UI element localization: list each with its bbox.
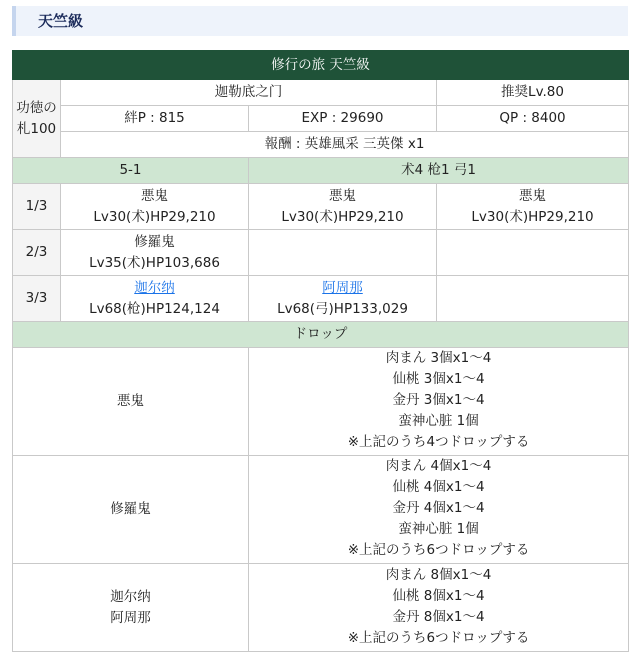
wave-label: 2/3 (13, 230, 61, 276)
drop-item: 仙桃 4個x1～4 (392, 479, 485, 495)
drop-item: 肉まん 4個x1～4 (385, 458, 492, 474)
requirement-label-line2: 札100 (16, 120, 57, 137)
enemy-stats: Lv30(术)HP29,210 (281, 208, 404, 225)
stage-header-row (13, 158, 629, 184)
reward-text: 報酬 : 英雄風采 三英傑 x1 (61, 132, 629, 158)
drop-item: 金丹 4個x1～4 (392, 500, 485, 516)
enemy-cell (61, 276, 249, 322)
wave-row (13, 184, 629, 230)
drop-item: 蛮神心脏 1個 (398, 413, 479, 429)
drop-enemy-cell (13, 348, 249, 456)
drop-item: 肉まん 3個x1～4 (385, 350, 492, 366)
enemy-stats: Lv35(术)HP103,686 (89, 254, 220, 271)
drop-header-row (13, 322, 629, 348)
drop-item: 蛮神心脏 1個 (398, 521, 479, 537)
bond-points: 絆P : 815 (61, 106, 249, 132)
stage-class-summary: 术4 枪1 弓1 (249, 158, 629, 184)
drop-item: 肉まん 8個x1～4 (385, 566, 492, 583)
quest-table (12, 50, 629, 652)
empty-cell (249, 230, 437, 276)
wave-row (13, 230, 629, 276)
enemy-cell (249, 276, 437, 322)
enemy-name-link[interactable]: 阿周那 (322, 279, 363, 296)
drop-items-cell (249, 456, 629, 564)
drop-enemy-name: 悪鬼 (117, 393, 144, 409)
enemy-name: 修羅鬼 (134, 233, 175, 250)
drop-item: 仙桃 3個x1～4 (392, 371, 485, 387)
wave-label: 1/3 (13, 184, 61, 230)
drop-enemy-cell (13, 564, 249, 652)
drop-row (13, 564, 629, 652)
drop-items-cell (249, 348, 629, 456)
drop-enemy-name: 阿周那 (110, 609, 151, 626)
drop-row (13, 456, 629, 564)
exp-value: EXP : 29690 (249, 106, 437, 132)
title-row (13, 51, 629, 80)
info-row-3 (13, 132, 629, 158)
drop-note: ※上記のうち6つドロップする (347, 629, 530, 646)
enemy-stats: Lv30(术)HP29,210 (471, 208, 594, 225)
enemy-name-link[interactable]: 迦尔纳 (134, 279, 175, 296)
qp-value: QP : 8400 (437, 106, 629, 132)
drop-item: 金丹 8個x1～4 (392, 608, 485, 625)
enemy-name: 悪鬼 (519, 187, 547, 204)
enemy-cell (249, 184, 437, 230)
section-heading: 天竺級 (12, 6, 628, 36)
enemy-name: 悪鬼 (141, 187, 168, 204)
drop-items-cell (249, 564, 629, 652)
drop-enemy-cell (13, 456, 249, 564)
requirement-label-line1: 功徳の (16, 99, 57, 116)
drop-enemy-name: 迦尔纳 (110, 588, 151, 605)
empty-cell (437, 276, 629, 322)
requirement-label (13, 80, 61, 158)
drop-enemy-name: 修羅鬼 (110, 501, 151, 517)
drop-item: 金丹 3個x1～4 (392, 392, 485, 408)
quest-name: 迦勒底之门 (61, 80, 437, 106)
enemy-stats: Lv68(弓)HP133,029 (277, 300, 408, 317)
wave-label: 3/3 (13, 276, 61, 322)
enemy-name: 悪鬼 (329, 187, 356, 204)
drop-item: 仙桃 8個x1～4 (392, 587, 485, 604)
quest-title: 修行の旅 天竺級 (13, 51, 629, 80)
wave-row (13, 276, 629, 322)
enemy-stats: Lv30(术)HP29,210 (93, 208, 216, 225)
drop-note: ※上記のうち6つドロップする (347, 542, 530, 558)
info-row-2 (13, 106, 629, 132)
recommended-level: 推奨Lv.80 (437, 80, 629, 106)
empty-cell (437, 230, 629, 276)
drop-row (13, 348, 629, 456)
enemy-cell (61, 184, 249, 230)
drop-note: ※上記のうち4つドロップする (347, 434, 530, 450)
enemy-cell (61, 230, 249, 276)
stage-id: 5-1 (13, 158, 249, 184)
info-row-1 (13, 80, 629, 106)
enemy-stats: Lv68(枪)HP124,124 (89, 300, 220, 317)
drop-header: ドロップ (13, 322, 629, 348)
enemy-cell (437, 184, 629, 230)
